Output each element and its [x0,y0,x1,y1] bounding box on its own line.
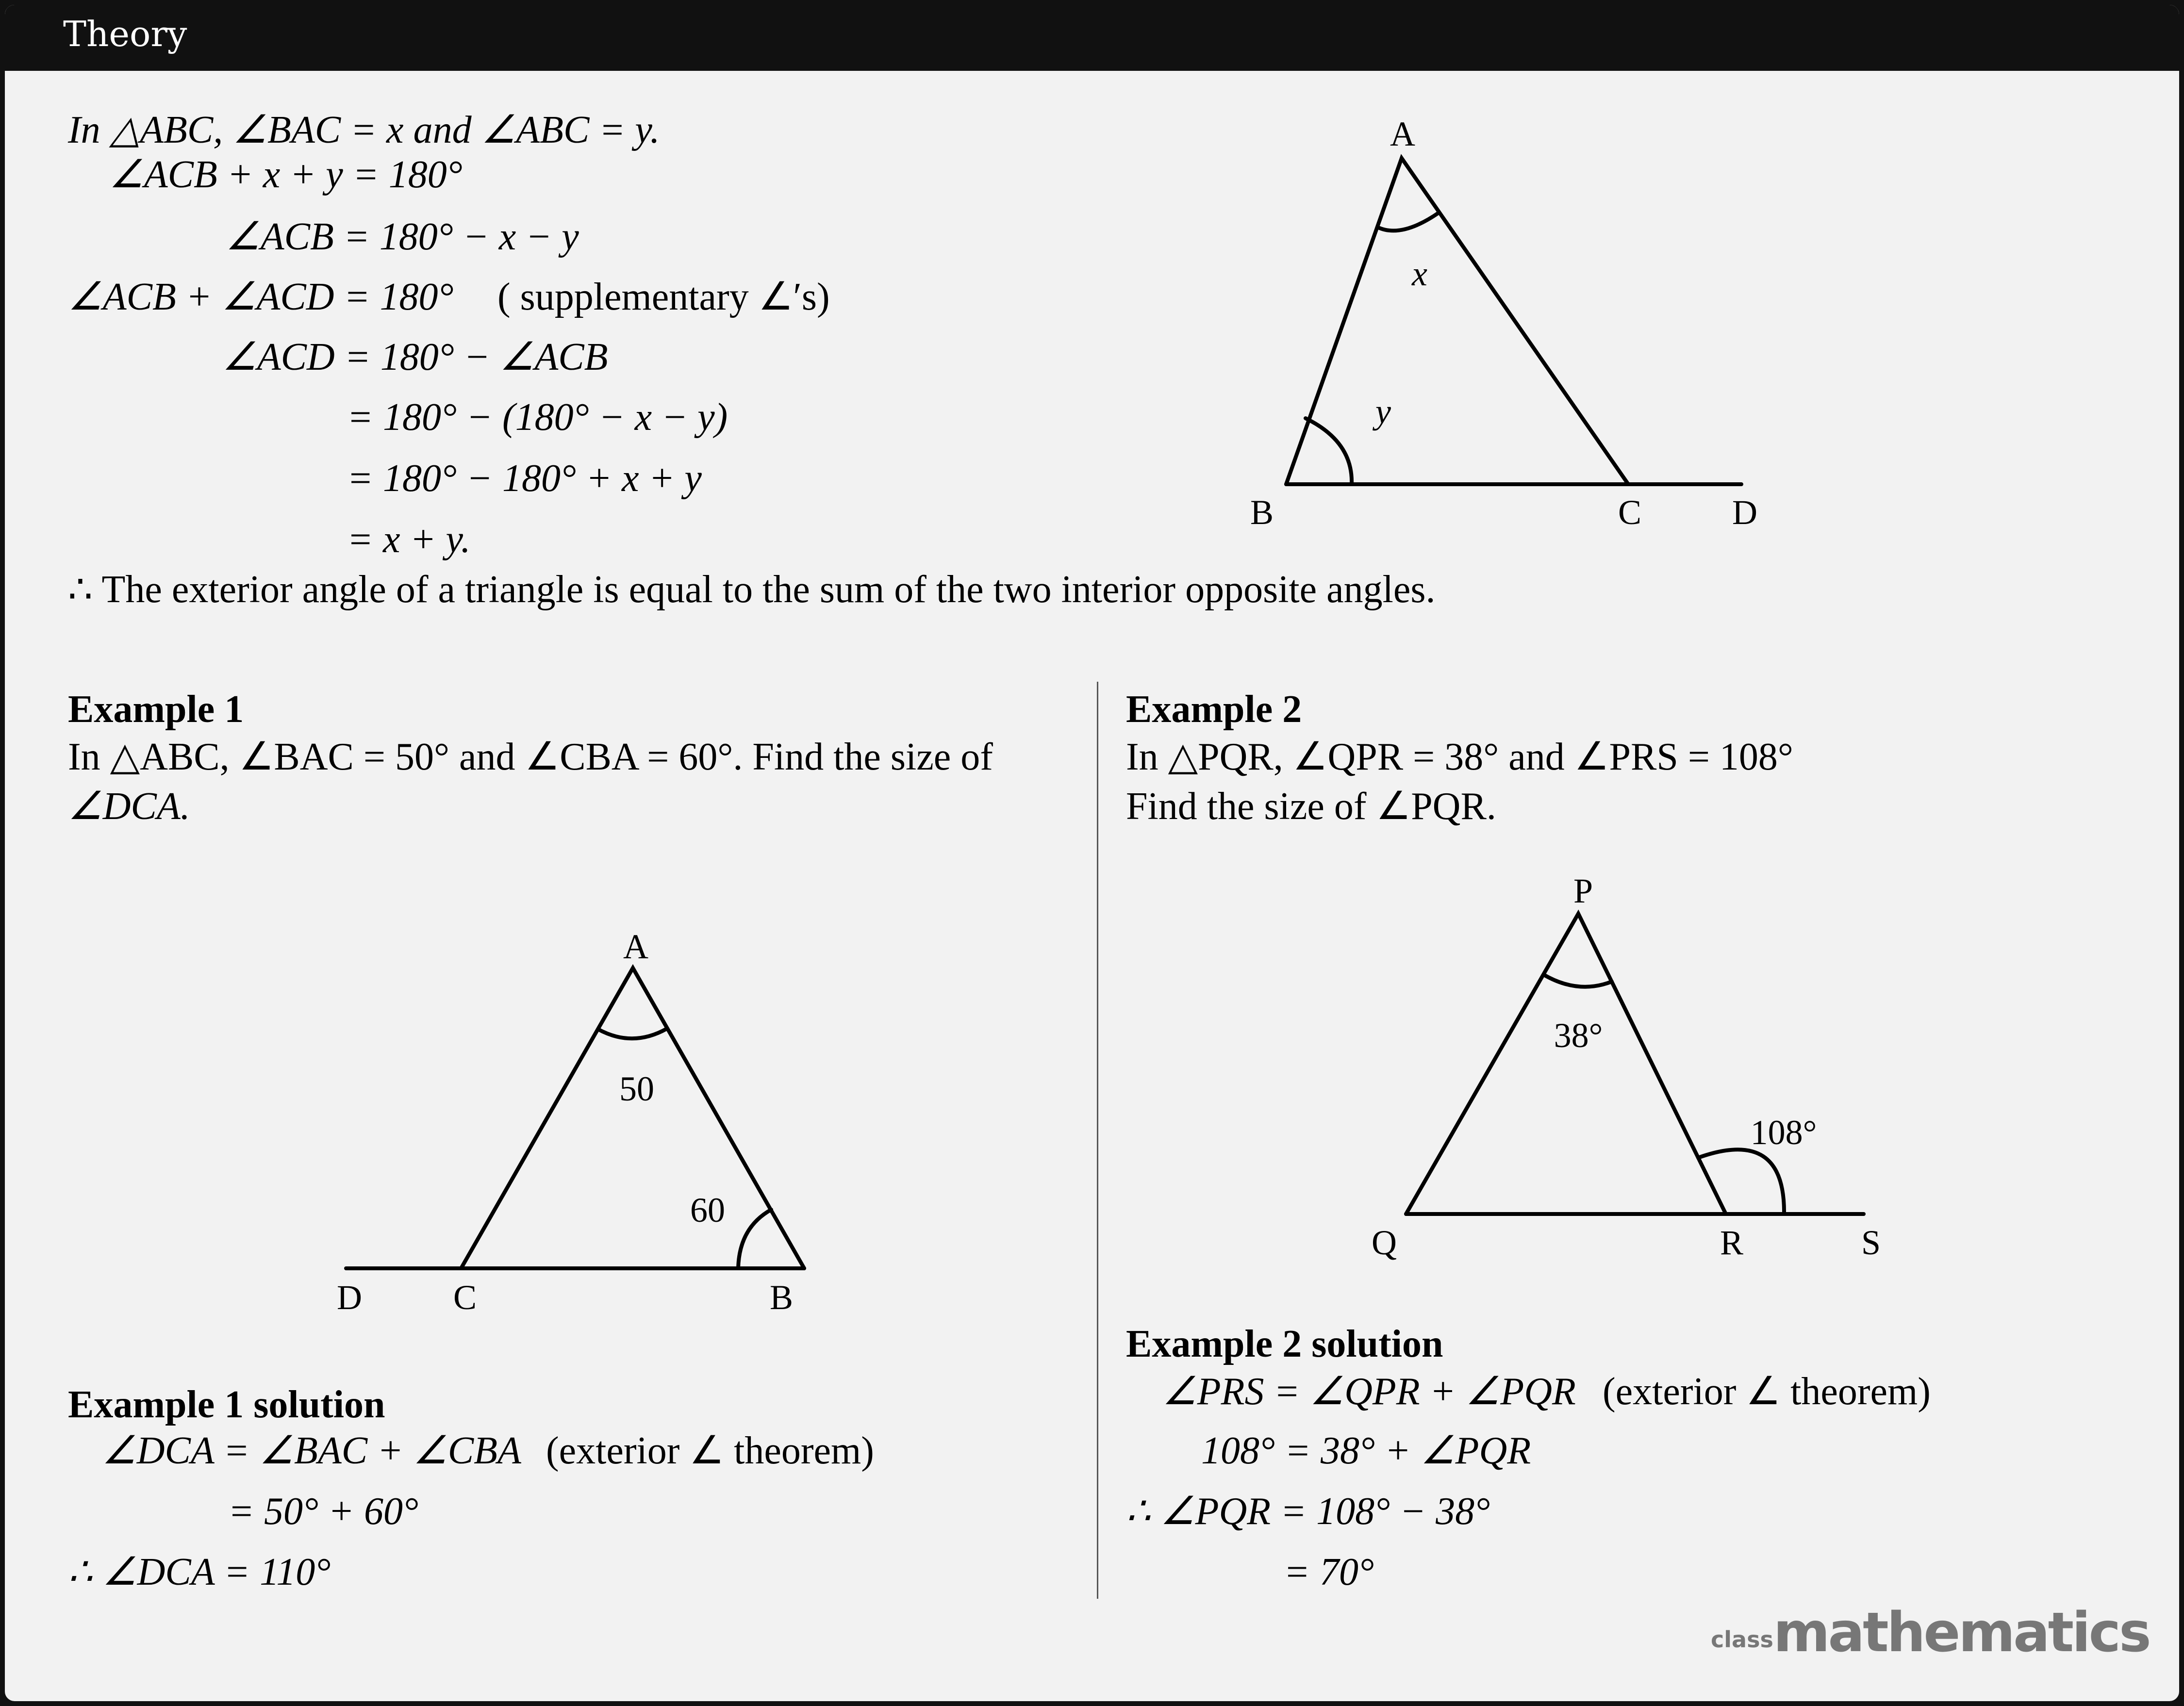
theory-vertex-d: D [1732,493,1757,532]
page-title: Theory [63,14,187,54]
example-1-heading: Example 1 [68,688,244,731]
example-1-vertex-c: C [453,1278,477,1317]
theory-triangle [1286,158,1741,484]
class-mathematics-logo [1711,1601,2150,1664]
example-2-vertex-s: S [1861,1223,1881,1262]
theory-angle-b-label: y [1375,392,1391,431]
theory-conclusion: ∴ The exterior angle of a triangle is equal to the sum of the two interior opposite angles. [68,568,1436,611]
theory-angle-a-arc [1377,213,1439,230]
example-2-line-2: Find the size of ∠PQR. [1126,785,1496,828]
example-2-angle-p-arc [1544,975,1612,987]
example-2-angle-p-label: 38° [1554,1016,1603,1055]
example-2-line-1: In △PQR, ∠QPR = 38° and ∠PRS = 108° [1126,736,1793,778]
example-1-line-1: In △ABC, ∠BAC = 50° and ∠CBA = 60°. Find the size of [68,736,993,778]
example-2-solution-heading: Example 2 solution [1126,1323,1443,1365]
theory-vertex-c: C [1618,493,1642,532]
theory-angle-b-arc [1306,418,1352,484]
example-2-heading: Example 2 [1126,688,1302,731]
theory-line-5: ∠ACD = 180° − ∠ACB [222,336,608,378]
example-1-solution-line-3: ∴ ∠DCA = 110° [68,1551,331,1593]
theory-vertex-b: B [1250,493,1274,532]
example-1-angle-a-label: 50 [619,1069,654,1108]
example-2-vertex-q: Q [1372,1223,1397,1262]
theory-line-3: ∠ACB = 180° − x − y [226,215,579,258]
theory-line-8: = x + y. [347,518,471,561]
example-1-triangle [346,968,804,1268]
example-2-solution-line-1: ∠PRS = ∠QPR + ∠PQR [1162,1370,1576,1413]
theory-vertex-a: A [1390,115,1415,153]
theory-line-2: ∠ACB + x + y = 180° [109,153,463,196]
example-2-vertex-r: R [1720,1223,1744,1262]
example-1-vertex-a: A [623,927,648,966]
example-1-vertex-d: D [337,1278,362,1317]
example-1-angle-b-arc [738,1210,771,1268]
example-1-solution-heading: Example 1 solution [68,1383,385,1426]
theory-line-6: = 180° − (180° − x − y) [347,396,728,439]
example-2-solution-note: (exterior ∠ theorem) [1603,1370,1931,1413]
example-1-angle-b-label: 60 [690,1191,725,1230]
geometry-diagrams [5,5,2179,1701]
example-1-line-2: ∠DCA. [68,785,190,828]
theory-line-1: In △ABC, ∠BAC = x and ∠ABC = y. [68,109,660,151]
example-2-solution-line-4: = 70° [1284,1551,1374,1593]
example-2-solution-line-3: ∴ ∠PQR = 108° − 38° [1126,1490,1490,1533]
example-1-solution-line-1: ∠DCA = ∠BAC + ∠CBA [102,1429,521,1472]
theory-angle-a-label: x [1412,254,1427,293]
example-1-solution-note: (exterior ∠ theorem) [546,1429,874,1472]
example-2-triangle [1406,914,1864,1214]
example-1-angle-a-arc [598,1029,667,1038]
theory-line-4: ∠ACB + ∠ACD = 180° [68,276,454,318]
example-2-vertex-p: P [1573,871,1593,910]
example-2-angle-r-label: 108° [1750,1113,1817,1152]
logo-prefix: class [1711,1626,1773,1653]
example-1-solution-line-2: = 50° + 60° [228,1490,418,1533]
theory-line-4-note: ( supplementary ∠′s) [497,276,830,318]
example-2-solution-line-2: 108° = 38° + ∠PQR [1201,1429,1531,1472]
example-1-vertex-b: B [769,1278,794,1317]
theory-line-7: = 180° − 180° + x + y [347,457,702,500]
logo-name: mathematics [1773,1601,2150,1664]
